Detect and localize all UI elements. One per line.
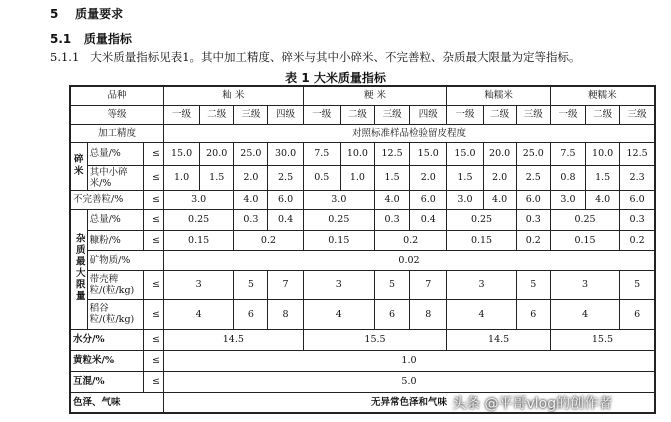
grade-cell: 四级 <box>410 105 447 124</box>
le-symbol: ≤ <box>143 299 163 329</box>
mixed-value: 5.0 <box>163 371 655 392</box>
value-cell: 3 <box>163 270 233 299</box>
table-row <box>70 371 655 392</box>
value-cell: 25.0 <box>516 142 550 165</box>
value-cell: 0.8 <box>550 165 585 190</box>
grade-cell: 一级 <box>550 105 585 124</box>
value-cell: 2.0 <box>410 165 447 190</box>
subsection-heading: 5.1 质量指标 <box>50 32 132 46</box>
value-cell: 6 <box>374 299 409 329</box>
value-cell: 12.5 <box>374 142 409 165</box>
imperfect-label: 不完善粒/% <box>70 190 143 209</box>
value-cell: 4.0 <box>586 190 620 209</box>
le-symbol: ≤ <box>143 329 163 350</box>
table-row <box>70 86 655 105</box>
mineral-value: 0.02 <box>163 250 655 270</box>
le-symbol: ≤ <box>143 350 163 371</box>
value-cell: 5 <box>620 270 655 299</box>
table-row <box>70 270 655 299</box>
table-row <box>70 124 655 142</box>
table-row <box>70 329 655 350</box>
le-symbol: ≤ <box>143 209 163 230</box>
table-row <box>70 250 655 270</box>
value-cell: 5 <box>374 270 409 299</box>
value-cell: 0.25 <box>303 209 374 230</box>
le-symbol: ≤ <box>143 190 163 209</box>
value-cell: 6 <box>516 299 550 329</box>
broken-small-label: 其中小碎米/% <box>87 165 143 190</box>
value-cell: 10.0 <box>340 142 374 165</box>
milling-value: 对照标准样品检验留皮程度 <box>163 124 655 142</box>
value-cell: 5 <box>516 270 550 299</box>
value-cell: 4 <box>303 299 374 329</box>
grade-cell: 四级 <box>268 105 303 124</box>
le-symbol: ≤ <box>143 165 163 190</box>
value-cell: 6.0 <box>516 190 550 209</box>
value-cell: 3.0 <box>550 190 585 209</box>
grade-cell: 三级 <box>374 105 409 124</box>
header-variety: 品种 <box>70 86 163 105</box>
value-cell: 3 <box>303 270 374 299</box>
impurity-total-label: 总量/% <box>87 209 143 230</box>
value-cell: 1.5 <box>374 165 409 190</box>
value-cell: 3.0 <box>303 190 374 209</box>
value-cell: 1.0 <box>340 165 374 190</box>
table-row <box>70 230 655 250</box>
value-cell: 8 <box>268 299 303 329</box>
value-cell: 6.0 <box>410 190 447 209</box>
grade-cell: 二级 <box>483 105 516 124</box>
value-cell: 7 <box>268 270 303 299</box>
impurity-category: 杂质最大限量 <box>70 209 87 329</box>
value-cell: 15.5 <box>303 329 447 350</box>
header-glutinous-japonica: 粳糯米 <box>550 86 655 105</box>
table-row <box>70 299 655 329</box>
value-cell: 4.0 <box>483 190 516 209</box>
value-cell: 0.3 <box>516 209 550 230</box>
table-row <box>70 105 655 124</box>
mineral-label: 矿物质/% <box>87 250 163 270</box>
table-row <box>70 190 655 209</box>
value-cell: 15.0 <box>447 142 483 165</box>
header-grade: 等级 <box>70 105 163 124</box>
rice-quality-table <box>69 85 656 414</box>
value-cell: 2.3 <box>620 165 655 190</box>
table-row <box>70 165 655 190</box>
husked-label: 带壳稗粒/(粒/kg) <box>87 270 143 299</box>
color-value: 无异常色泽和气味 <box>163 392 655 413</box>
table-row <box>70 209 655 230</box>
value-cell: 14.5 <box>163 329 303 350</box>
grade-cell: 一级 <box>303 105 340 124</box>
value-cell: 0.2 <box>374 230 446 250</box>
value-cell: 5 <box>234 270 268 299</box>
milling-label: 加工精度 <box>70 124 163 142</box>
bran-label: 糠粉/% <box>87 230 143 250</box>
value-cell: 6.0 <box>268 190 303 209</box>
value-cell: 20.0 <box>200 142 234 165</box>
table-caption: 表 1 大米质量指标 <box>285 71 386 85</box>
value-cell: 15.0 <box>410 142 447 165</box>
value-cell: 0.3 <box>234 209 268 230</box>
value-cell: 20.0 <box>483 142 516 165</box>
value-cell: 4 <box>447 299 516 329</box>
value-cell: 25.0 <box>234 142 268 165</box>
value-cell: 3.0 <box>163 190 233 209</box>
value-cell: 0.3 <box>620 209 655 230</box>
clause-text: 5.1.1 大米质量指标见表1。其中加工精度、碎米与其中小碎米、不完善粒、杂质最大限量为定等指标。 <box>50 50 581 64</box>
yellow-value: 1.0 <box>163 350 655 371</box>
mixed-label: 互混/% <box>70 371 143 392</box>
broken-total-label: 总量/% <box>87 142 143 165</box>
grade-cell: 三级 <box>234 105 268 124</box>
value-cell: 0.25 <box>447 209 516 230</box>
value-cell: 2.0 <box>234 165 268 190</box>
value-cell: 2.5 <box>268 165 303 190</box>
moisture-label: 水分/% <box>70 329 143 350</box>
value-cell: 4 <box>550 299 619 329</box>
value-cell: 1.5 <box>200 165 234 190</box>
le-symbol: ≤ <box>143 230 163 250</box>
value-cell: 1.5 <box>447 165 483 190</box>
value-cell: 0.4 <box>410 209 447 230</box>
value-cell: 3 <box>550 270 619 299</box>
grade-cell: 二级 <box>200 105 234 124</box>
value-cell: 3 <box>447 270 516 299</box>
value-cell: 0.15 <box>163 230 233 250</box>
value-cell: 0.5 <box>303 165 340 190</box>
table-row <box>70 142 655 165</box>
value-cell: 2.5 <box>516 165 550 190</box>
broken-category: 碎米 <box>70 142 87 190</box>
header-glutinous-indica: 籼糯米 <box>447 86 551 105</box>
value-cell: 0.2 <box>516 230 550 250</box>
section-heading: 5 质量要求 <box>50 7 124 21</box>
le-symbol: ≤ <box>143 142 163 165</box>
value-cell: 1.5 <box>586 165 620 190</box>
watermark-text: 头条 @平哥vlog的创作者 <box>452 396 613 412</box>
value-cell: 7.5 <box>303 142 340 165</box>
header-japonica: 粳 米 <box>303 86 447 105</box>
header-indica: 籼 米 <box>163 86 303 105</box>
le-symbol: ≤ <box>143 371 163 392</box>
value-cell: 8 <box>410 299 447 329</box>
paddy-label: 稻谷粒/(粒/kg) <box>87 299 143 329</box>
value-cell: 7.5 <box>550 142 585 165</box>
grade-cell: 一级 <box>163 105 199 124</box>
value-cell: 1.0 <box>163 165 199 190</box>
value-cell: 0.25 <box>163 209 233 230</box>
grade-cell: 二级 <box>586 105 620 124</box>
grade-cell: 一级 <box>447 105 483 124</box>
value-cell: 30.0 <box>268 142 303 165</box>
value-cell: 4.0 <box>374 190 409 209</box>
value-cell: 4 <box>163 299 233 329</box>
grade-cell: 三级 <box>620 105 655 124</box>
value-cell: 0.25 <box>550 209 619 230</box>
value-cell: 15.0 <box>163 142 199 165</box>
le-symbol: ≤ <box>143 270 163 299</box>
grade-cell: 二级 <box>340 105 374 124</box>
yellow-label: 黄粒米/% <box>70 350 143 371</box>
color-label: 色泽、气味 <box>70 392 163 413</box>
value-cell: 12.5 <box>620 142 655 165</box>
value-cell: 2.0 <box>483 165 516 190</box>
value-cell: 4.0 <box>234 190 268 209</box>
value-cell: 7 <box>410 270 447 299</box>
value-cell: 0.15 <box>303 230 374 250</box>
value-cell: 0.2 <box>234 230 303 250</box>
value-cell: 0.15 <box>550 230 619 250</box>
value-cell: 10.0 <box>586 142 620 165</box>
value-cell: 0.2 <box>620 230 655 250</box>
value-cell: 0.3 <box>374 209 409 230</box>
value-cell: 6 <box>234 299 268 329</box>
value-cell: 15.5 <box>550 329 655 350</box>
value-cell: 0.15 <box>447 230 516 250</box>
grade-cell: 三级 <box>516 105 550 124</box>
value-cell: 3.0 <box>447 190 483 209</box>
value-cell: 0.4 <box>268 209 303 230</box>
value-cell: 6.0 <box>620 190 655 209</box>
value-cell: 6 <box>620 299 655 329</box>
table-row <box>70 350 655 371</box>
value-cell: 14.5 <box>447 329 551 350</box>
